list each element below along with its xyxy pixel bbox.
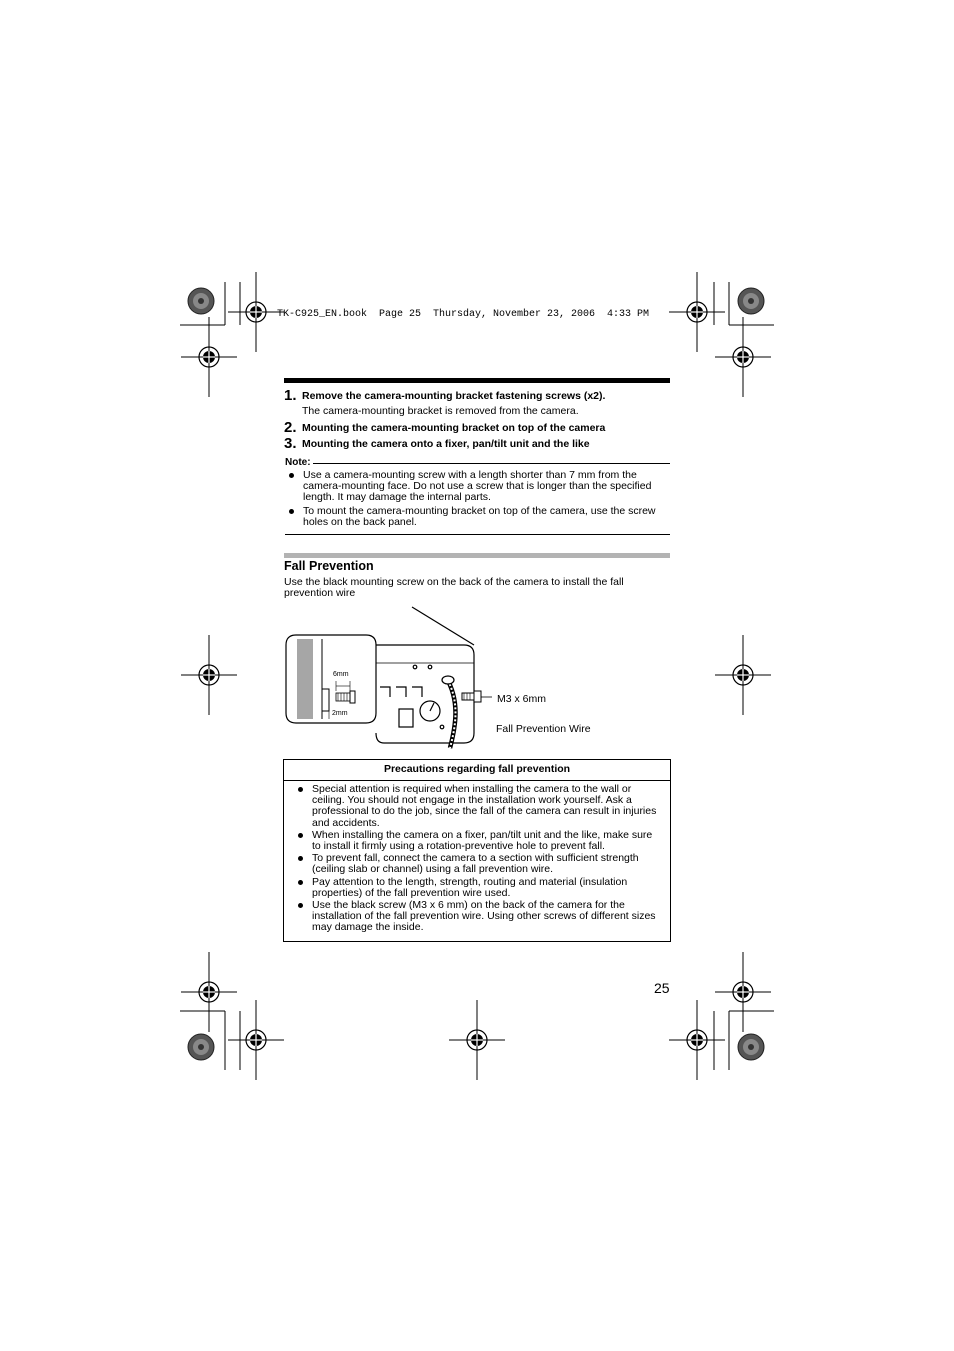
step-1-result: The camera-mounting bracket is removed from the camera. — [302, 405, 579, 417]
fall-prevention-wire — [442, 676, 456, 748]
step-number: 1. — [284, 387, 297, 404]
note-list — [285, 470, 670, 528]
step-number: 3. — [284, 435, 297, 452]
step-text: Mounting the camera onto a fixer, pan/tilt unit and the like — [302, 438, 590, 450]
dim-2mm: 2mm — [332, 710, 348, 717]
note-rule — [313, 463, 670, 464]
section-title: Fall Prevention — [284, 559, 374, 573]
step-number: 2. — [284, 419, 297, 436]
section-gray-rule — [284, 553, 670, 558]
note-item: Use a camera-mounting screw with a length shorter than 7 mm from the camera-mounting face. Do not use a screw that is longer than the specified length. It may damage the internal parts. — [285, 470, 670, 504]
print-header: TK-C925_EN.book Page 25 Thursday, November 23, 2006 4:33 PM — [277, 309, 650, 320]
precautions-list — [294, 784, 660, 934]
precautions-box — [283, 759, 671, 942]
section-intro: Use the black mounting screw on the back of the camera to install the fall prevention wire — [284, 576, 624, 600]
note-label: Note: — [285, 457, 311, 468]
page-number: 25 — [654, 980, 670, 996]
precautions-heading: Precautions regarding fall prevention — [284, 760, 670, 781]
step-text: Mounting the camera-mounting bracket on top of the camera — [302, 422, 606, 434]
step-2 — [284, 419, 605, 436]
wire-callout: Fall Prevention Wire — [496, 723, 591, 735]
note-rule — [285, 534, 670, 535]
precaution-item: Use the black screw (M3 x 6 mm) on the back of the camera for the installation of the fall prevention wire. Using other screws of different sizes may damage the inside. — [294, 900, 660, 934]
dim-6mm: 6mm — [333, 671, 349, 678]
note-item: To mount the camera-mounting bracket on top of the camera, use the screw holes on the back panel. — [285, 506, 670, 528]
step-text: Remove the camera-mounting bracket fastening screws (x2). — [302, 390, 606, 402]
precaution-item: Pay attention to the length, strength, routing and material (insulation properties) of the fall prevention wire used. — [294, 877, 660, 899]
screw-detail-inset — [286, 635, 376, 723]
precaution-item: Special attention is required when installing the camera to the wall or ceiling. You should not engage in the installation work yourself. Ask a professional to do the job, since the fall of the camera can result in injuries and accidents. — [294, 784, 660, 829]
precaution-item: When installing the camera on a fixer, pan/tilt unit and the like, make sure to install it firmly using a rotation-preventive hole to prevent fall. — [294, 830, 660, 852]
screw-callout: M3 x 6mm — [497, 693, 547, 705]
step-3 — [284, 435, 590, 452]
mounting-screw — [462, 691, 492, 702]
camera-body — [376, 607, 474, 743]
step-1 — [284, 387, 605, 404]
precaution-item: To prevent fall, connect the camera to a section with sufficient strength (ceiling slab or channel) using a fall prevention wire. — [294, 853, 660, 875]
section-top-rule — [284, 378, 670, 383]
